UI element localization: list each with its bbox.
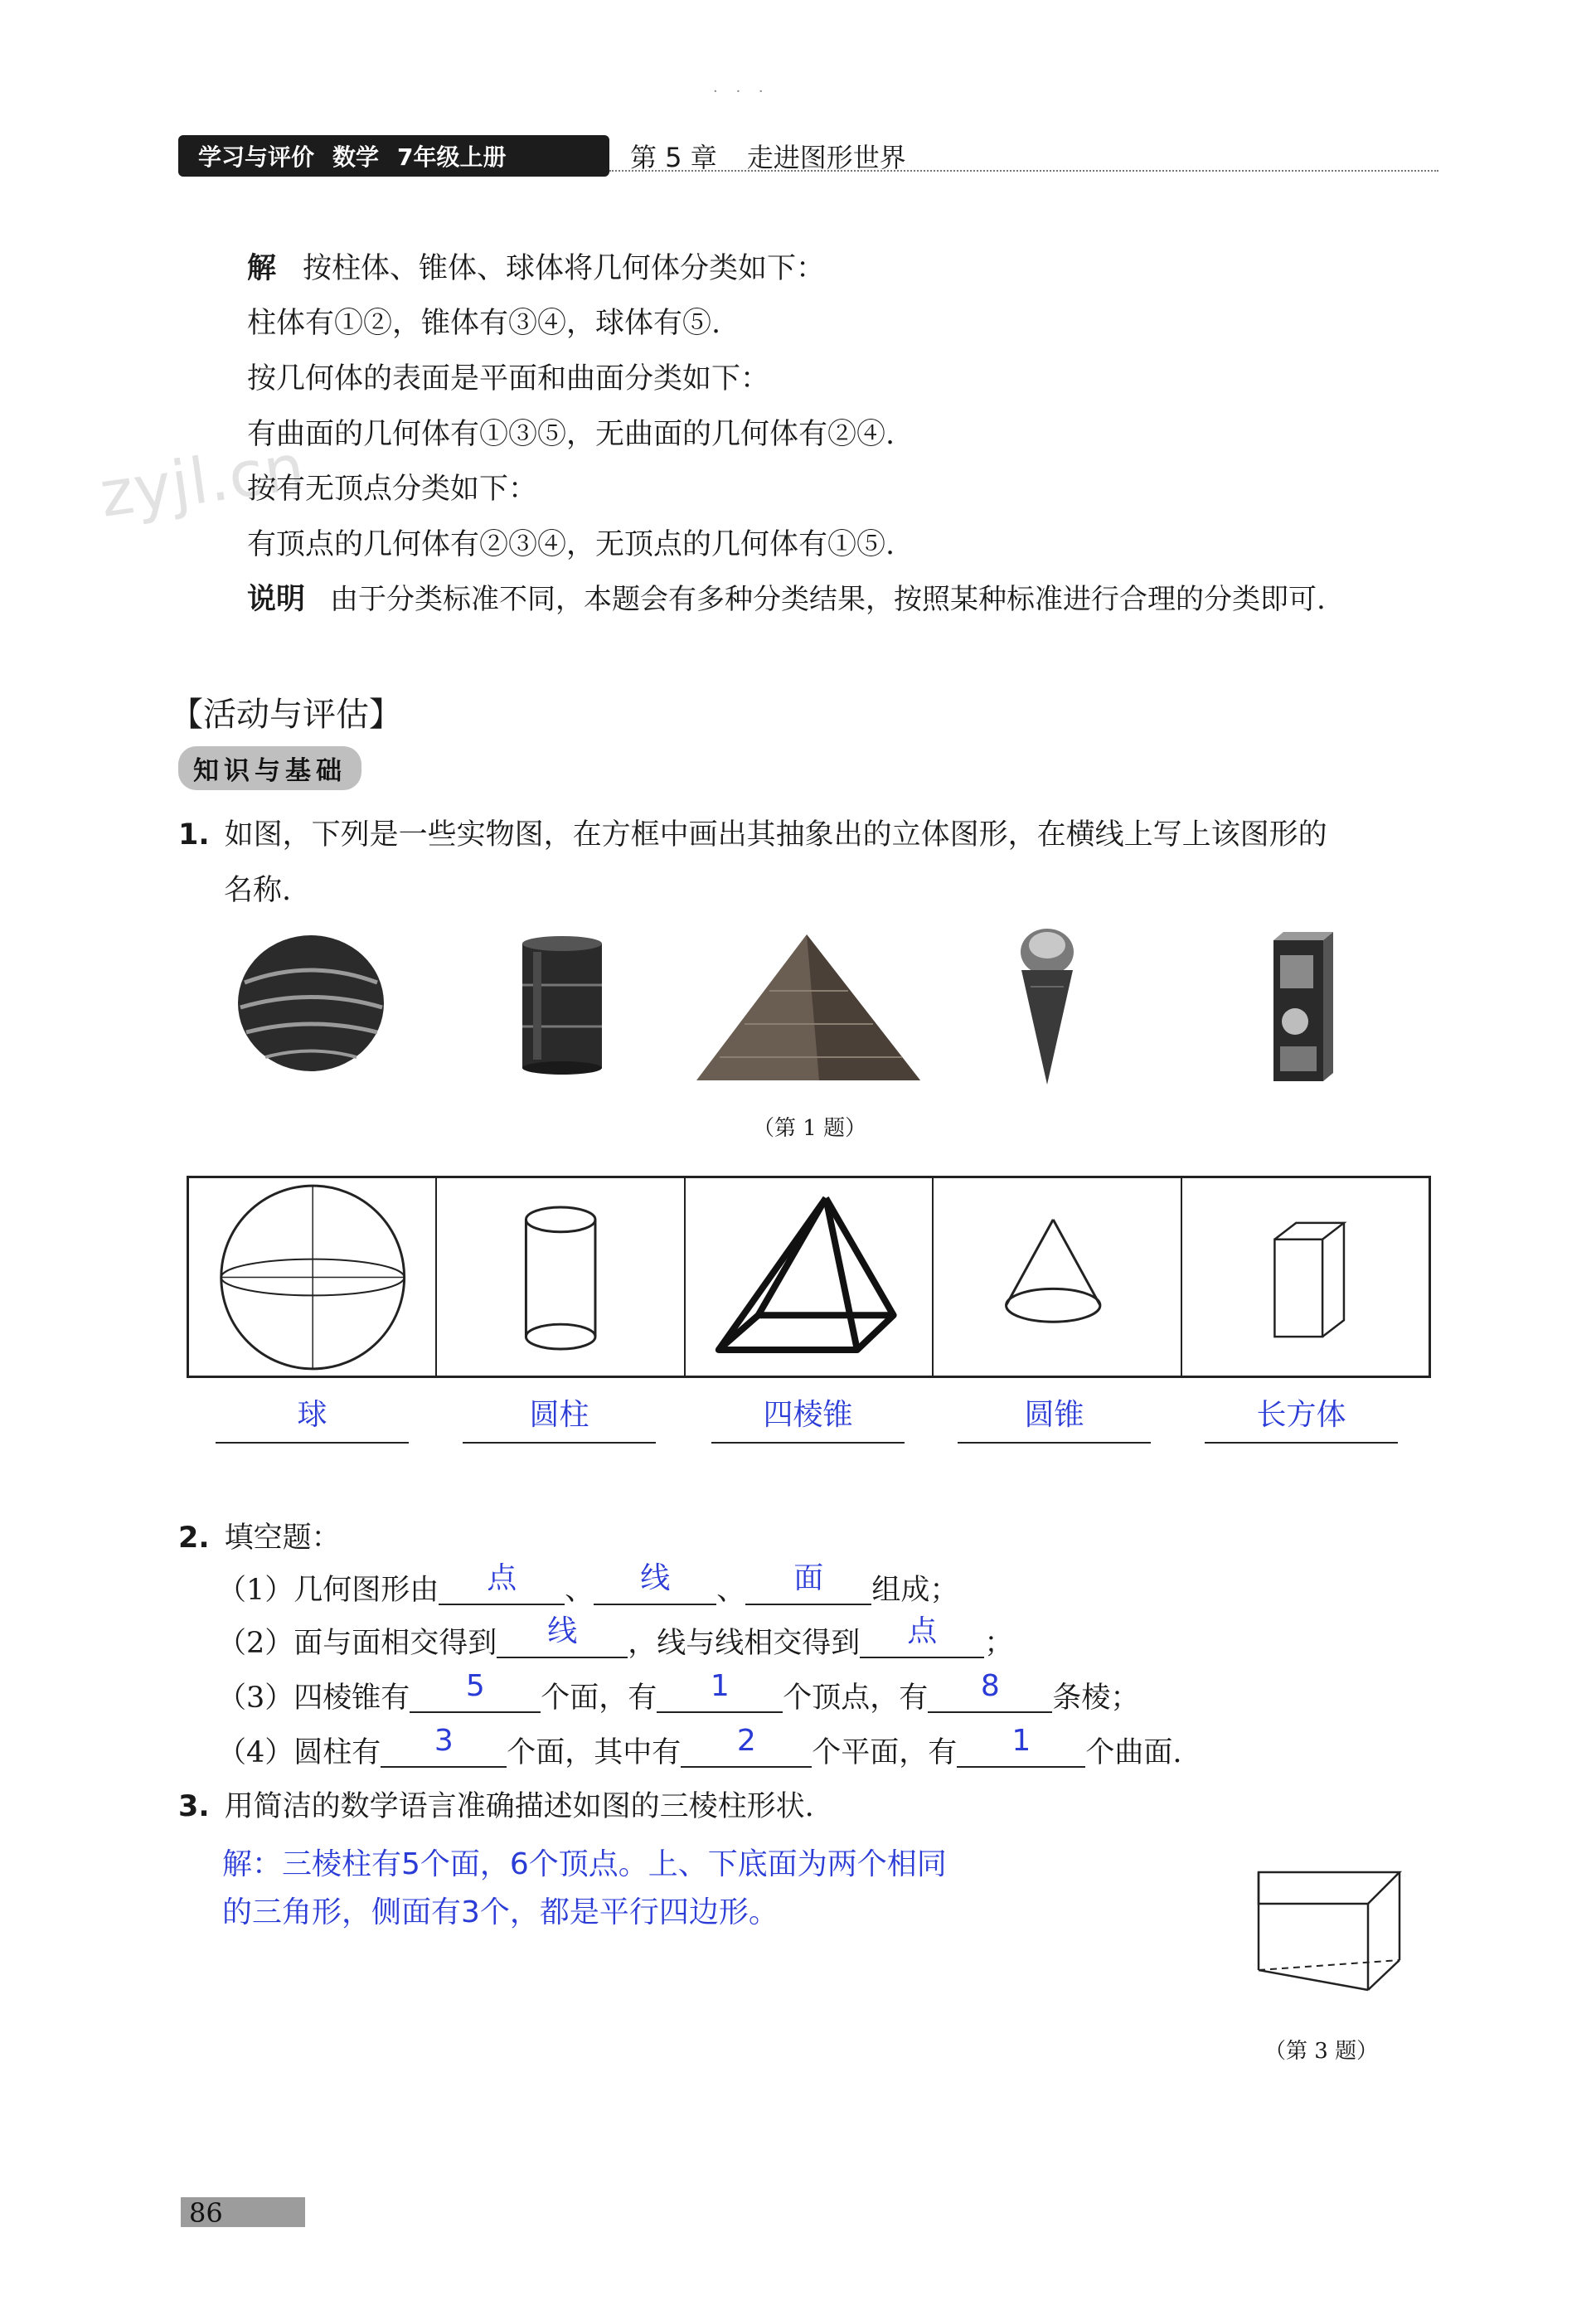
top-dots: · · · [713, 83, 770, 100]
blank-q2-4b: 2 [681, 1738, 812, 1768]
q1-text: 1. 如图，下列是一些实物图，在方框中画出其抽象出的立体图形，在横线上写上该图形的 [178, 818, 1327, 852]
header-rule [609, 170, 1438, 172]
answer-cone: 圆锥 [958, 1400, 1151, 1444]
header-book-badge [178, 135, 609, 177]
cuboid-drawing [1182, 1178, 1429, 1376]
page-number: 86 [189, 2197, 223, 2229]
q2-number: 2. [178, 1521, 210, 1555]
ice-cream-cone-image [1018, 929, 1076, 1086]
note-label: 说明 [247, 583, 306, 616]
solution-line-4: 有曲面的几何体有①③⑤，无曲面的几何体有②④. [247, 418, 895, 451]
q2-part1: （1）几何图形由 点 、 线 、 面 组成； [217, 1561, 959, 1607]
subsection-badge: 知识与基础 [178, 746, 361, 790]
sphere-drawing [189, 1178, 435, 1376]
triangular-prism-drawing [1252, 1864, 1405, 1997]
box-cuboid [1182, 1178, 1429, 1376]
watermark: zyjl.cn [95, 429, 310, 531]
q1-text-line2: 名称. [224, 874, 292, 907]
book-title: 学习与评价 [198, 143, 315, 171]
q2-part3: （3）四棱锥有 5 个面，有 1 个顶点，有 8 条棱； [217, 1669, 1140, 1715]
section-title: 【活动与评估】 [170, 696, 402, 734]
answer-cuboid: 长方体 [1205, 1400, 1398, 1444]
watermelon-image [236, 933, 386, 1074]
blank-q2-2a: 线 [497, 1628, 628, 1658]
box-pyramid [686, 1178, 934, 1376]
cone-drawing [934, 1178, 1180, 1376]
q1-drawing-boxes [187, 1176, 1431, 1378]
blank-q2-1c: 面 [745, 1575, 871, 1605]
solution-line-5: 按有无顶点分类如下： [247, 473, 538, 506]
q3-text: 3. 用简洁的数学语言准确描述如图的三棱柱形状. [178, 1790, 814, 1823]
solution-line-3: 按几何体的表面是平面和曲面分类如下： [247, 362, 770, 396]
answer-square-pyramid: 四棱锥 [711, 1400, 905, 1444]
q2-title: 2. 填空题： [178, 1521, 341, 1555]
blank-q2-1b: 线 [594, 1575, 716, 1605]
answer-sphere: 球 [216, 1400, 409, 1444]
box-sphere [189, 1178, 437, 1376]
blank-q2-3c: 8 [928, 1683, 1052, 1713]
q3-answer-line2: 的三角形，侧面有3个，都是平行四边形。 [222, 1895, 779, 1929]
solution-line-6: 有顶点的几何体有②③④，无顶点的几何体有①⑤. [247, 528, 895, 561]
book-subject: 数学 [332, 143, 380, 171]
solution-line-2: 柱体有①②，锥体有③④，球体有⑤. [247, 307, 721, 340]
box-cylinder [437, 1178, 685, 1376]
blank-q2-4c: 1 [957, 1738, 1085, 1768]
oil-barrel-image [521, 935, 604, 1075]
box-cone [934, 1178, 1181, 1376]
cylinder-drawing [437, 1178, 683, 1376]
blank-q2-3b: 1 [657, 1683, 783, 1713]
blank-q2-2b: 点 [860, 1628, 984, 1658]
blank-q2-4a: 3 [381, 1738, 507, 1768]
q3-answer-line1: 解：三棱柱有5个面，6个顶点。上、下底面为两个相同 [222, 1847, 947, 1881]
tall-box-image [1269, 930, 1336, 1084]
blank-q2-3a: 5 [410, 1683, 541, 1713]
q2-part2: （2）面与面相交得到 线 ，线与线相交得到 点 ； [217, 1614, 1014, 1660]
q3-caption: （第 3 题） [1264, 2039, 1379, 2064]
q1-caption: （第 1 题） [753, 1116, 867, 1141]
chapter-number: 第 5 章 [630, 142, 717, 173]
pyramid-image [695, 933, 923, 1082]
q3-number: 3. [178, 1790, 210, 1823]
book-grade: 7年级上册 [397, 143, 507, 171]
solution-line-1: 解 按柱体、锥体、球体将几何体分类如下： [247, 252, 826, 285]
answer-cylinder: 圆柱 [463, 1400, 656, 1444]
solution-label: 解 [247, 252, 277, 285]
square-pyramid-drawing [686, 1178, 932, 1376]
chapter-title: 走进图形世界 [746, 142, 906, 173]
q2-part4: （4）圆柱有 3 个面，其中有 2 个平面，有 1 个曲面. [217, 1724, 1182, 1769]
q1-number: 1. [178, 818, 210, 852]
blank-q2-1a: 点 [439, 1575, 565, 1605]
solution-note: 说明 由于分类标准不同，本题会有多种分类结果，按照某种标准进行合理的分类即可. [247, 583, 1326, 616]
